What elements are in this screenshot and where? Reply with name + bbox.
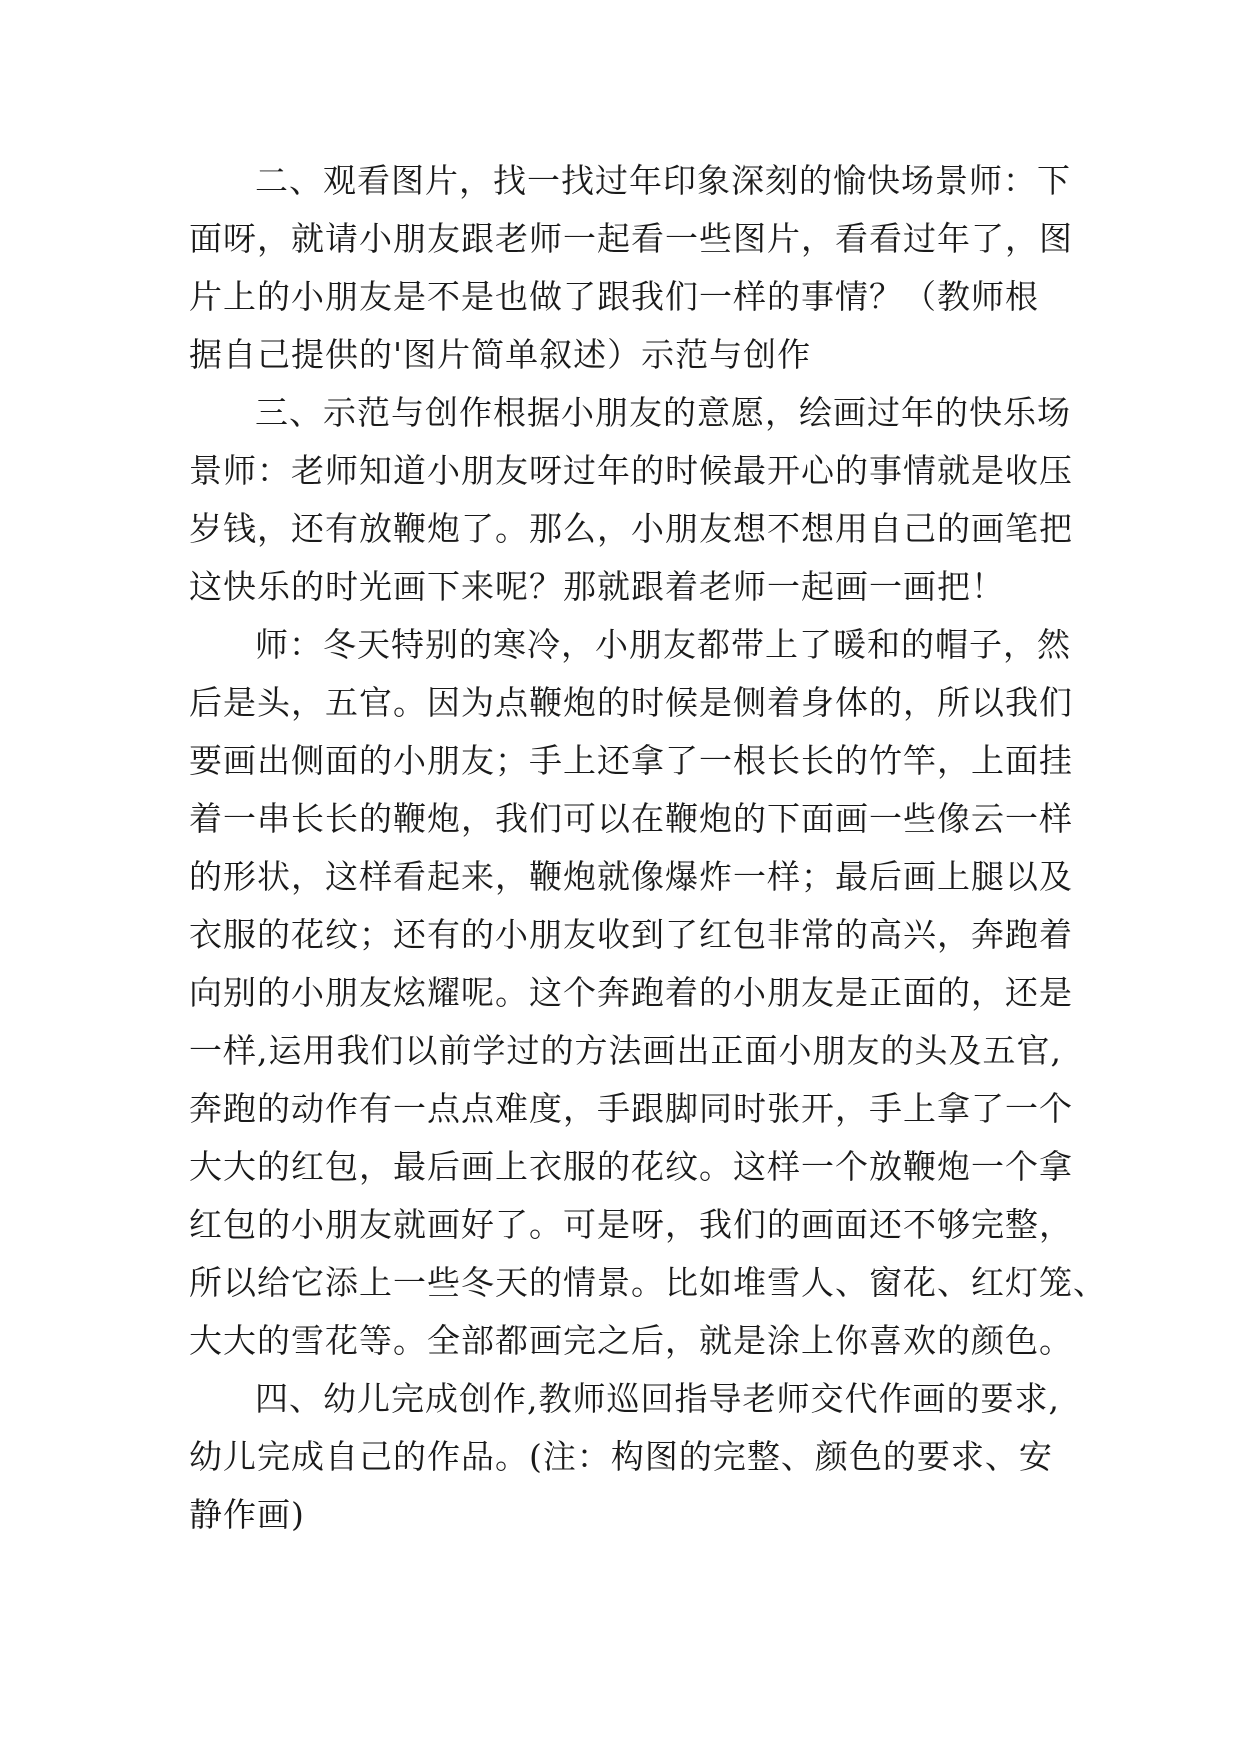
paragraph-line: 二、观看图片，找一找过年印象深刻的愉快场景师：下 [255,161,1071,200]
paragraph-line: 景师：老师知道小朋友呀过年的时候最开心的事情就是收压 [189,451,1073,490]
paragraph-line: 着一串长长的鞭炮，我们可以在鞭炮的下面画一些像云一样 [189,799,1073,838]
paragraph-line: 四、幼儿完成创作,教师巡回指导老师交代作画的要求, [255,1379,1060,1418]
document-body [189,152,1107,1544]
paragraph-line: 师：冬天特别的寒冷，小朋友都带上了暖和的帽子，然 [255,625,1071,664]
paragraph-line: 大大的红包，最后画上衣服的花纹。这样一个放鞭炮一个拿 [189,1147,1073,1186]
paragraph-line: 这快乐的时光画下来呢？那就跟着老师一起画一画把！ [189,567,1005,606]
paragraph-line: 向别的小朋友炫耀呢。这个奔跑着的小朋友是正面的，还是 [189,973,1073,1012]
paragraph-line: 静作画) [189,1495,305,1534]
paragraph-line: 后是头，五官。因为点鞭炮的时候是侧着身体的，所以我们 [189,683,1073,722]
paragraph-line: 大大的雪花等。全部都画完之后，就是涂上你喜欢的颜色。 [189,1321,1073,1360]
paragraph-line: 奔跑的动作有一点点难度，手跟脚同时张开，手上拿了一个 [189,1089,1073,1128]
paragraph-line: 据自己提供的'图片简单叙述）示范与创作 [189,335,812,374]
paragraph-line: 岁钱，还有放鞭炮了。那么，小朋友想不想用自己的画笔把 [189,509,1073,548]
paragraph-line: 幼儿完成自己的作品。(注：构图的完整、颜色的要求、安 [189,1437,1053,1476]
paragraph-line: 三、示范与创作根据小朋友的意愿，绘画过年的快乐场 [255,393,1071,432]
paragraph-line: 衣服的花纹；还有的小朋友收到了红包非常的高兴，奔跑着 [189,915,1073,954]
paragraph-line: 的形状，这样看起来，鞭炮就像爆炸一样；最后画上腿以及 [189,857,1073,896]
paragraph-line: 片上的小朋友是不是也做了跟我们一样的事情？（教师根 [189,277,1039,316]
paragraph-line: 一样,运用我们以前学过的方法画出正面小朋友的头及五官, [189,1031,1062,1070]
paragraph-line: 面呀，就请小朋友跟老师一起看一些图片，看看过年了，图 [189,219,1073,258]
paragraph-line: 要画出侧面的小朋友；手上还拿了一根长长的竹竿，上面挂 [189,741,1073,780]
paragraph-line: 红包的小朋友就画好了。可是呀，我们的画面还不够完整， [189,1205,1073,1244]
paragraph-line: 所以给它添上一些冬天的情景。比如堆雪人、窗花、红灯笼、 [189,1263,1107,1302]
